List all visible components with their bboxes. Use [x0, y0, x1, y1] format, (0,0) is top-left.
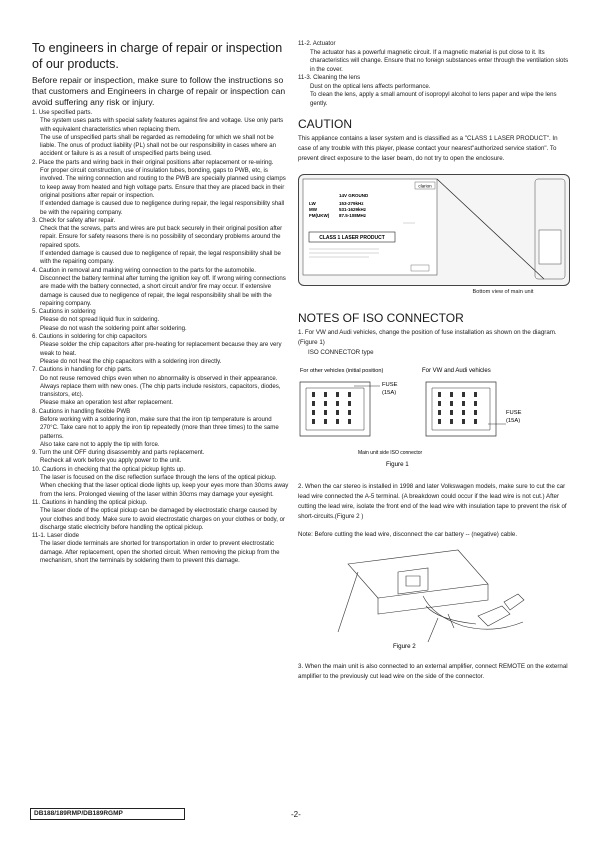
- iso-note-2: 2. When the car stereo is installed in 1998 and later Volkswagen models, make sure to cut the car lead wire connected the A-5 terminal. (A breakdown could occur if the lead wire is not cut.) After cutting the lead wire, isolate the front end of the lead wire with insulation tape to prevent the risk of short-circuits.(Figure 2 ): [298, 483, 567, 520]
- list-item-paragraph: The laser is focused on the disc reflection surface through the lens of the optical pickup. When checking that the laser optical diode lights up, keep your eyes more than 30cms away from the lens. Prolonged viewing of the laser within 30cms may damage your eyesight.: [40, 474, 289, 498]
- label-frequency: 87.5-108MHz: [339, 213, 367, 218]
- list-item-paragraph: If extended damage is caused due to negligence during repair, the legal responsibility shall be with the repairing company.: [40, 200, 285, 216]
- pickup-items-list: [298, 40, 570, 108]
- list-item-paragraph: Dust on the optical lens affects performance.: [310, 82, 431, 90]
- vw-audi-label: For VW and Audi vehicles: [422, 368, 491, 374]
- label-band: MW: [309, 207, 317, 212]
- list-item: [298, 40, 570, 74]
- list-item-heading: 11-2. Actuator: [298, 40, 336, 47]
- label-frequency: 531-1629kHz: [339, 207, 367, 212]
- list-item-paragraph: The system uses parts with special safety features against fire and voltage. Use only parts with equivalent characteristics when replacing them.: [40, 117, 284, 133]
- list-item-paragraph: Disconnect the battery terminal after turning the ignition key off. If wrong wiring connections are made with the battery connected, a short circuit and/or fire may occur. If extensive damage is caused due to negligence of repair, the legal responsibility shall be with the repairing company.: [40, 274, 286, 307]
- connector-pin: [462, 419, 465, 424]
- list-item-paragraph: The actuator has a powerful magnetic circuit. If a magnetic material is put close to it. Its characteristics will change. Ensure that no foreign substances enter through the ventilation slots in the cover.: [310, 48, 569, 73]
- list-item-heading: 11. Cautions in handling the optical pickup.: [32, 498, 148, 506]
- connector-pin: [450, 419, 453, 424]
- connector-pin: [324, 401, 327, 406]
- other-vehicles-label: For other vehicles (initial position): [300, 368, 384, 374]
- list-item-paragraph: Please solder the chip capacitors after pre-heating for replacement because they are very weak to heat.: [40, 341, 282, 357]
- iso-note-1: 1. For VW and Audi vehicles, change the position of fuse installation as shown on the diagram.(Figure 1): [298, 329, 557, 346]
- connector-pin: [474, 392, 477, 397]
- list-item-paragraph: Before working with a soldering iron, make sure that the iron tip temperature is around 270°C. Take care not to apply the iron tip repeatedly (more than three times) to the same patterns.: [40, 415, 279, 440]
- figure-2-diagram: [298, 544, 570, 656]
- connector-pin: [324, 392, 327, 397]
- left-column: [32, 40, 290, 565]
- list-item-heading: 1. Use specified parts.: [32, 109, 93, 116]
- connector-pin: [312, 401, 315, 406]
- main-unit-side-label: Main unit side ISO connector: [358, 450, 423, 456]
- page-number: -2-: [291, 810, 301, 819]
- iso-connector-left: [300, 382, 380, 436]
- list-item-heading: 10. Cautions in checking that the optical pickup lights up.: [32, 465, 186, 473]
- label-drawing: [299, 175, 569, 285]
- connector-pin: [336, 401, 339, 406]
- safety-items-list: [32, 109, 290, 565]
- connector-pin: [336, 410, 339, 415]
- label-band: LW: [309, 201, 316, 206]
- connector-pin: [438, 419, 441, 424]
- intro-text: Before repair or inspection, make sure to follow the instructions so that customers and Engineers in charge of repair or inspection can avoid suffering any risk or injury.: [32, 75, 286, 107]
- connector-pin: [348, 392, 351, 397]
- list-item-heading: 3. Check for safety after repair.: [32, 216, 116, 224]
- iso-heading: NOTES OF ISO CONNECTOR: [298, 311, 464, 325]
- list-item: [32, 109, 290, 159]
- list-item-paragraph: Do not reuse removed chips even when no abnormality is observed in their appearance. Always replace them with new ones. (The chip parts include resistors, capacitors, diodes, transistors, etc).: [40, 374, 281, 399]
- label-brand: clarion: [418, 183, 432, 189]
- bottom-view-illustration: [298, 174, 570, 286]
- list-item: [32, 333, 290, 366]
- list-item: [32, 449, 290, 466]
- bottom-view-caption: Bottom view of main unit: [472, 289, 534, 295]
- fuse-amp-right: (15A): [506, 418, 521, 424]
- figure-2-caption: Figure 2: [393, 643, 416, 650]
- connector-pin: [348, 401, 351, 406]
- list-item-paragraph: The laser diode of the optical pickup can be damaged by electrostatic charge caused by your clothes and body. Make sure to avoid electrostatic charges on your clothes or body, or discharge static electricity before handling the optical pickup.: [40, 507, 286, 531]
- list-item-heading: 5. Cautions in soldering: [32, 308, 96, 316]
- list-item: [32, 532, 290, 565]
- connector-pin: [348, 419, 351, 424]
- iso-connector-right: [426, 382, 506, 436]
- fuse-label-right: FUSE: [506, 410, 522, 416]
- page-title: To engineers in charge of repair or inspection of our products.: [32, 41, 283, 71]
- list-item: [32, 267, 290, 308]
- connector-pin: [348, 410, 351, 415]
- iso-connector-type: ISO CONNECTOR type: [308, 349, 374, 356]
- list-item-paragraph: Please do not heat the chip capacitors with a soldering iron directly.: [40, 357, 222, 365]
- connector-pin: [474, 401, 477, 406]
- label-class-text: CLASS 1 LASER PRODUCT: [319, 235, 385, 241]
- fuse-amp-left: (15A): [382, 390, 397, 396]
- connector-pin: [462, 392, 465, 397]
- list-item-heading: 11-1. Laser diode: [32, 532, 79, 540]
- list-item-paragraph: Please do not wash the soldering point after soldering.: [40, 324, 187, 332]
- connector-pin: [324, 419, 327, 424]
- list-item: [298, 74, 570, 108]
- list-item: [32, 499, 290, 532]
- list-item-heading: 4. Caution in removal and making wiring connection to the parts for the automobile.: [32, 266, 256, 274]
- list-item-heading: 7. Cautions in handling for chip parts.: [32, 366, 133, 374]
- connector-pin: [474, 419, 477, 424]
- right-column: [298, 40, 570, 682]
- connector-pin: [336, 419, 339, 424]
- list-item: [32, 217, 290, 267]
- connector-pin: [312, 410, 315, 415]
- iso-note: Note: Before cutting the lead wire, disconnect the car battery -- (negative) cable.: [298, 531, 518, 538]
- connector-pin: [312, 392, 315, 397]
- connector-pin: [450, 410, 453, 415]
- list-item-paragraph: Also take care not to apply the tip with force.: [40, 440, 160, 448]
- list-item-paragraph: Please do not spread liquid flux in soldering.: [40, 316, 160, 324]
- list-item: [32, 466, 290, 499]
- list-item: [32, 366, 290, 407]
- list-item-paragraph: The laser diode terminals are shorted for transportation in order to prevent electrostatic damage. After replacement, open the shorted circuit. When removing the pickup from the mechanism, short the terminals by soldering them to prevent this damage.: [40, 540, 280, 565]
- connector-pin: [438, 392, 441, 397]
- connector-pin: [474, 410, 477, 415]
- list-item-paragraph: The use of unspecified parts shall be regarded as remodeling for which we shall not be liable. The onus of product liability (PL) shall not be our responsibility in cases where an accident or failure is as a result of unspecified parts being used.: [40, 133, 276, 158]
- list-item-heading: 2. Place the parts and wiring back in their original positions after replacement or re-wiring.: [32, 158, 274, 166]
- list-item: [32, 408, 290, 449]
- list-item-paragraph: For proper circuit construction, use of insulation tubes, bonding, gaps to PWB, etc, is involved. The wiring connection and routing to the PWB are specially planned using clamps to keep away from heated and high voltage parts. Ensure that they are placed back in their original positions after repair or inspection.: [40, 167, 286, 199]
- caution-text: This appliance contains a laser system and is classified as a "CLASS 1 LASER PRODUCT". In case of any trouble with this player, please contact your nearest"authorized service station". To prevent direct exposure to the laser beam, do not try to open the enclosure.: [298, 135, 558, 162]
- label-band: FM(UKW): [309, 213, 330, 218]
- figure-1-caption: Figure 1: [386, 461, 409, 468]
- connector-pin: [450, 401, 453, 406]
- connector-pin: [336, 392, 339, 397]
- iso-note-3: 3. When the main unit is also connected to an external amplifier, connect REMOTE on the external amplifier to the previously cut lead wire on the side of the connector.: [298, 663, 568, 680]
- connector-pin: [438, 401, 441, 406]
- caution-heading: CAUTION: [298, 117, 352, 131]
- list-item: [32, 308, 290, 333]
- label-ground: 14V GROUND: [339, 193, 369, 198]
- list-item-paragraph: Check that the screws, parts and wires are put back securely in their original position after repair. Ensure for safety reasons there is no possibility of secondary problems around the repaired spots.: [40, 225, 283, 249]
- list-item-paragraph: If extended damage is caused due to negligence of repair, the legal responsibility shall be with the repairing company.: [40, 250, 281, 266]
- connector-pin: [438, 410, 441, 415]
- connector-pin: [462, 401, 465, 406]
- fuse-label-left: FUSE: [382, 382, 398, 388]
- list-item-heading: 11-3. Cleaning the lens: [298, 74, 361, 81]
- list-item: [32, 159, 290, 217]
- connector-pin: [450, 392, 453, 397]
- connector-pin: [462, 410, 465, 415]
- list-item-heading: 9. Turn the unit OFF during disassembly and parts replacement.: [32, 449, 205, 457]
- list-item-paragraph: To clean the lens, apply a small amount of isopropyl alcohol to lens paper and wipe the lens gently.: [310, 91, 557, 107]
- figure-1-diagram: [298, 364, 570, 482]
- list-item-heading: 8. Cautions in handling flexible PWB: [32, 407, 131, 415]
- list-item-paragraph: Please make an operation test after replacement.: [40, 399, 174, 407]
- list-item-heading: 6. Cautions in soldering for chip capacitors: [32, 333, 147, 341]
- list-item-paragraph: Recheck all work before you apply power to the unit.: [40, 457, 182, 465]
- connector-pin: [324, 410, 327, 415]
- model-codes: DB188/189RMP/DB189RGMP: [30, 808, 185, 820]
- connector-pin: [312, 419, 315, 424]
- label-frequency: 153-279kHz: [339, 201, 364, 206]
